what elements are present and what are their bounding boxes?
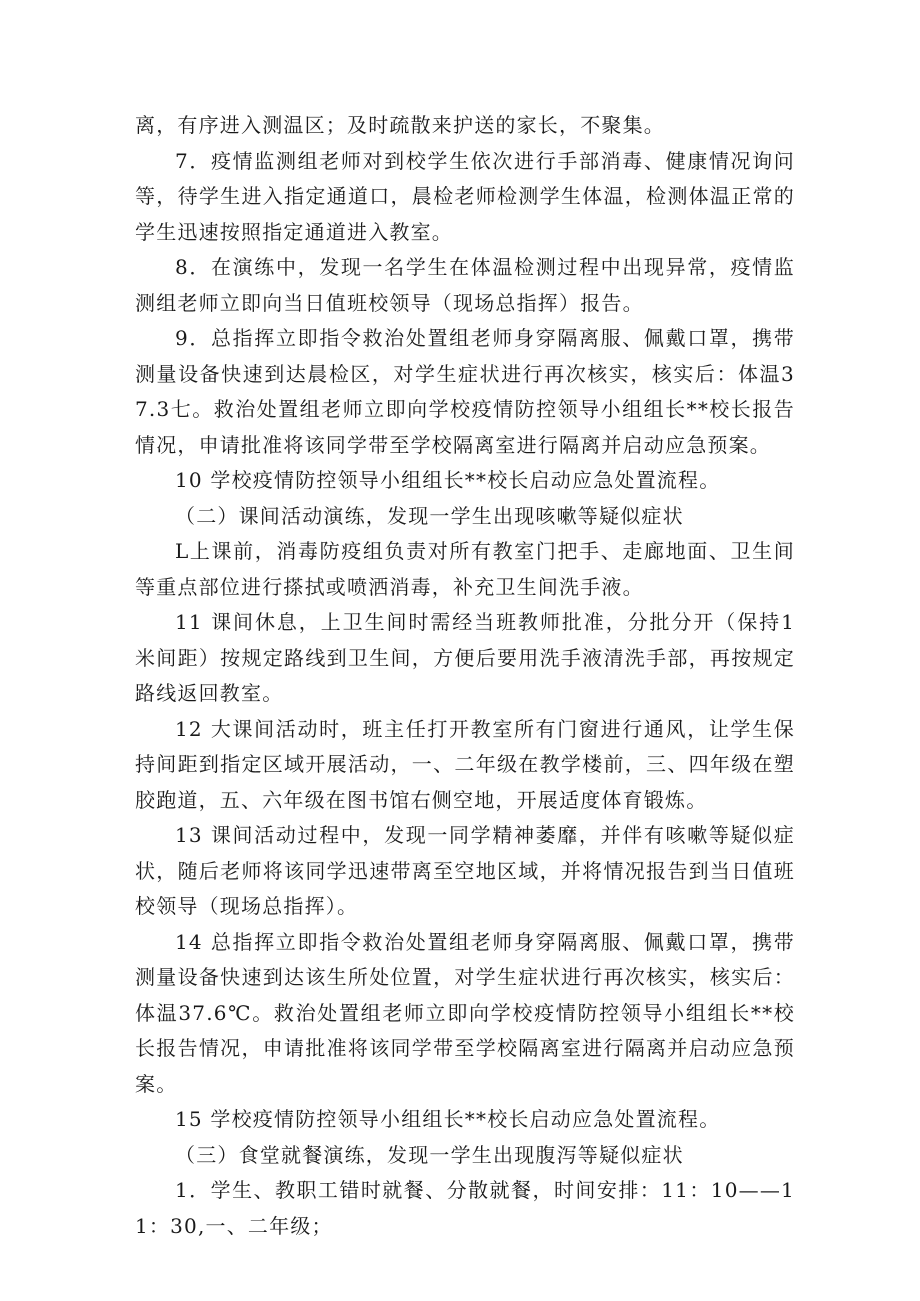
paragraph-item-10: 10 学校疫情防控领导小组组长**校长启动应急处置流程。 xyxy=(175,468,721,492)
document-body xyxy=(135,108,795,1244)
paragraph-item-7: 7．疫情监测组老师对到校学生依次进行手部消毒、健康情况询问等，待学生进入指定通道口，晨检老师检测学生体温，检测体温正常的学生迅速按照指定通道进入教室。 xyxy=(135,148,795,244)
paragraph-continuation: 离，有序进入测温区；及时疏散来护送的家长，不聚集。 xyxy=(135,113,665,137)
paragraph-item-1: 1．学生、教职工错时就餐、分散就餐，时间安排：11：10——11：30,一、二年级； xyxy=(135,1178,795,1238)
paragraph-item-15: 15 学校疫情防控领导小组组长**校长启动应急处置流程。 xyxy=(175,1107,721,1131)
paragraph-item-14: 14 总指挥立即指令救治处置组老师身穿隔离服、佩戴口罩，携带测量设备快速到达该生所处位置，对学生症状进行再次核实，核实后：体温37.6℃。救治处置组老师立即向学校疫情防控领导小组组长**校长报告情况，申请批准将该同学带至学校隔离室进行隔离并启动应急预案。 xyxy=(135,929,795,1096)
paragraph-item-11: 11 课间休息，上卫生间时需经当班教师批准，分批分开（保持1米间距）按规定路线到卫生间，方便后要用洗手液清洗手部，再按规定路线返回教室。 xyxy=(135,610,795,705)
paragraph-item-l: L上课前，消毒防疫组负责对所有教室门把手、走廊地面、卫生间等重点部位进行搽拭或喷洒消毒，补充卫生间洗手液。 xyxy=(135,539,795,599)
section-heading-2: （二）课间活动演练，发现一学生出现咳嗽等疑似症状 xyxy=(175,503,684,528)
paragraph-item-8: 8．在演练中，发现一名学生在体温检测过程中出现异常，疫情监测组老师立即向当日值班校领导（现场总指挥）报告。 xyxy=(135,255,795,315)
paragraph-item-9: 9．总指挥立即指令救治处置组老师身穿隔离服、佩戴口罩，携带测量设备快速到达晨检区，对学生症状进行再次核实，核实后：体温37.3七。救治处置组老师立即向学校疫情防控领导小组组长**校长报告情况，申请批准将该同学带至学校隔离室进行隔离并启动应急预案。 xyxy=(135,326,795,457)
section-heading-3: （三）食堂就餐演练，发现一学生出现腹泻等疑似症状 xyxy=(175,1142,684,1167)
paragraph-item-13: 13 课间活动过程中，发现一同学精神萎靡，并伴有咳嗽等疑似症状，随后老师将该同学迅速带离至空地区域，并将情况报告到当日值班校领导（现场总指挥）。 xyxy=(135,823,795,918)
paragraph-item-12: 12 大课间活动时，班主任打开教室所有门窗进行通风，让学生保持间距到指定区域开展活动，一、二年级在教学楼前，三、四年级在塑胶跑道，五、六年级在图书馆右侧空地，开展适度体育锻炼。 xyxy=(135,716,795,812)
